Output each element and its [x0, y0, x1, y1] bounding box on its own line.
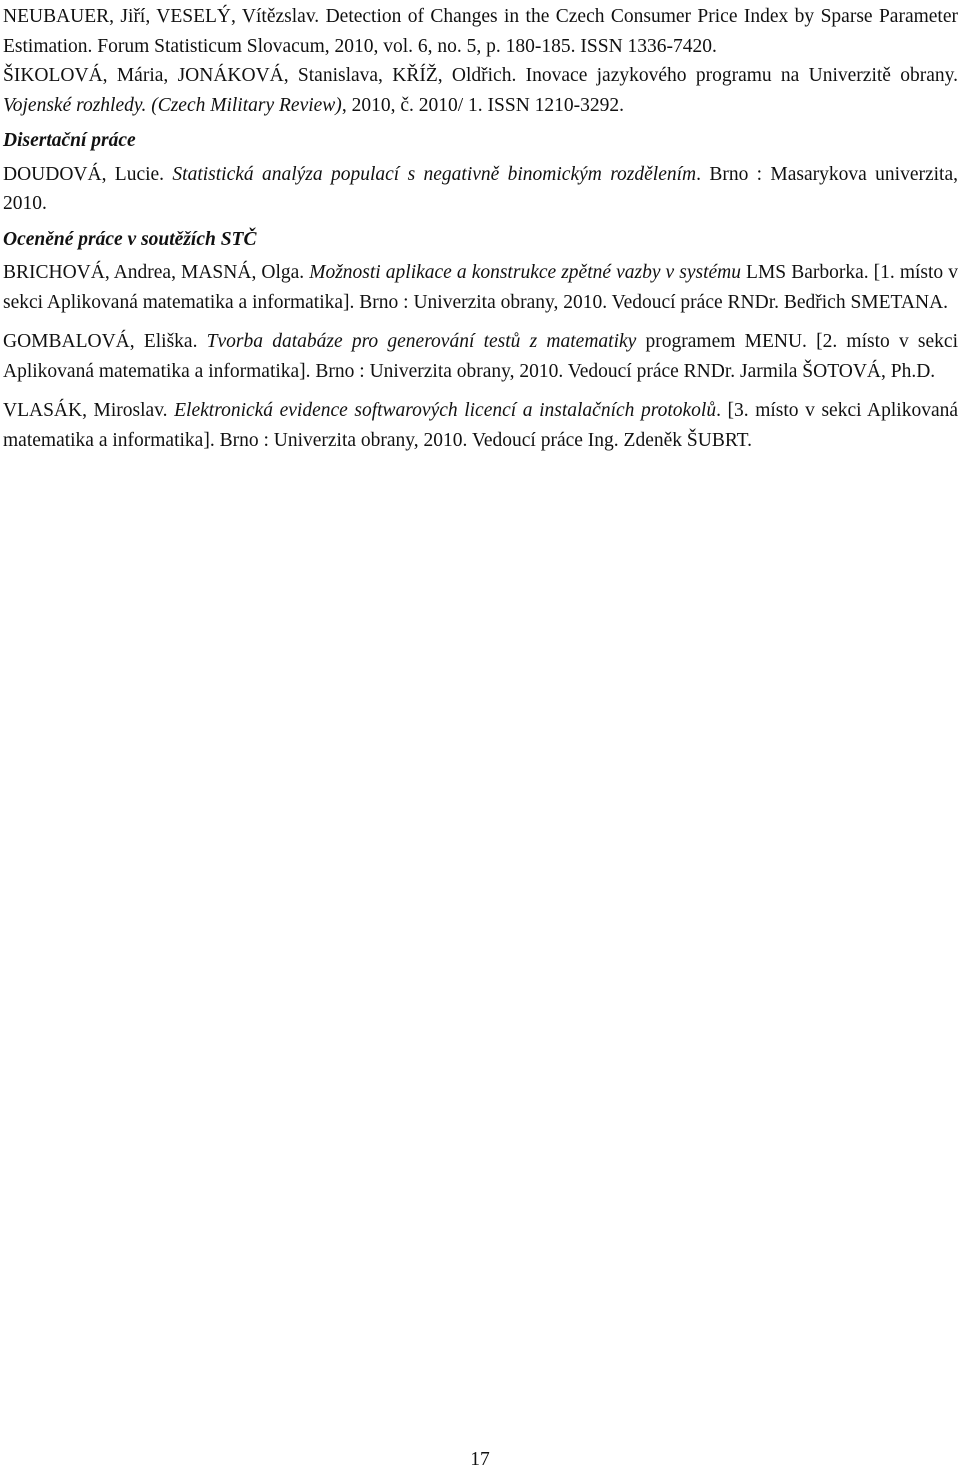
reference-details: . Brno : Masarykova univerzita, 2010.	[3, 163, 958, 214]
reference-vlasak	[3, 396, 958, 455]
section-heading-awards: Oceněné práce v soutěžích STČ	[3, 228, 257, 250]
reference-neubauer: NEUBAUER, Jiří, VESELÝ, Vítězslav. Detection of Changes in the Czech Consumer Price Index by Sparse Parameter Estimation. Forum Statisticum Slovacum, 2010, vol. 6, no. 5, p. 180-185. ISSN 1336-7420.	[3, 6, 958, 57]
reference-details: . [3. místo v sekci Aplikovaná matematika a informatika]. Brno : Univerzita obrany, 2010. Vedoucí práce Ing. Zdeněk ŠUBRT.	[3, 400, 958, 451]
page-number: 17	[470, 1449, 490, 1470]
reference-author: VLASÁK, Miroslav.	[3, 400, 175, 421]
section-heading-dissertation: Disertační práce	[3, 130, 136, 151]
reference-author: GOMBALOVÁ, Eliška.	[3, 331, 207, 352]
reference-doudova	[3, 160, 958, 219]
reference-authors-title: ŠIKOLOVÁ, Mária, JONÁKOVÁ, Stanislava, KŘÍŽ, Oldřich. Inovace jazykového programu na Univerzitě obrany.	[3, 65, 958, 86]
reference-author: DOUDOVÁ, Lucie.	[3, 163, 173, 185]
reference-details: programem MENU. [2. místo v sekci Aplikovaná matematika a informatika]. Brno : Univerzita obrany, 2010. Vedoucí práce RNDr. Jarmila ŠOTOVÁ, Ph.D.	[3, 331, 958, 382]
reference-title: Elektronická evidence softwarových licencí a instalačních protokolů	[174, 400, 717, 421]
reference-details: , 2010, č. 2010/ 1. ISSN 1210-3292.	[341, 94, 625, 116]
reference-sikolova	[3, 61, 958, 120]
document-page	[3, 2, 958, 455]
reference-authors: BRICHOVÁ, Andrea, MASNÁ, Olga.	[3, 262, 310, 283]
reference-title: Statistická analýza populací s negativně binomickým rozdělením	[172, 163, 697, 185]
reference-title: Možnosti aplikace a konstrukce zpětné vazby v systému	[309, 262, 741, 283]
reference-journal: Vojenské rozhledy. (Czech Military Review)	[3, 94, 342, 116]
reference-gombalova	[3, 327, 958, 386]
reference-title: Tvorba databáze pro generování testů z matematiky	[206, 331, 637, 352]
reference-brichova	[3, 258, 958, 317]
reference-details: LMS Barborka. [1. místo v sekci Aplikovaná matematika a informatika]. Brno : Univerzita obrany, 2010. Vedoucí práce RNDr. Bedřich SMETANA.	[3, 262, 958, 313]
